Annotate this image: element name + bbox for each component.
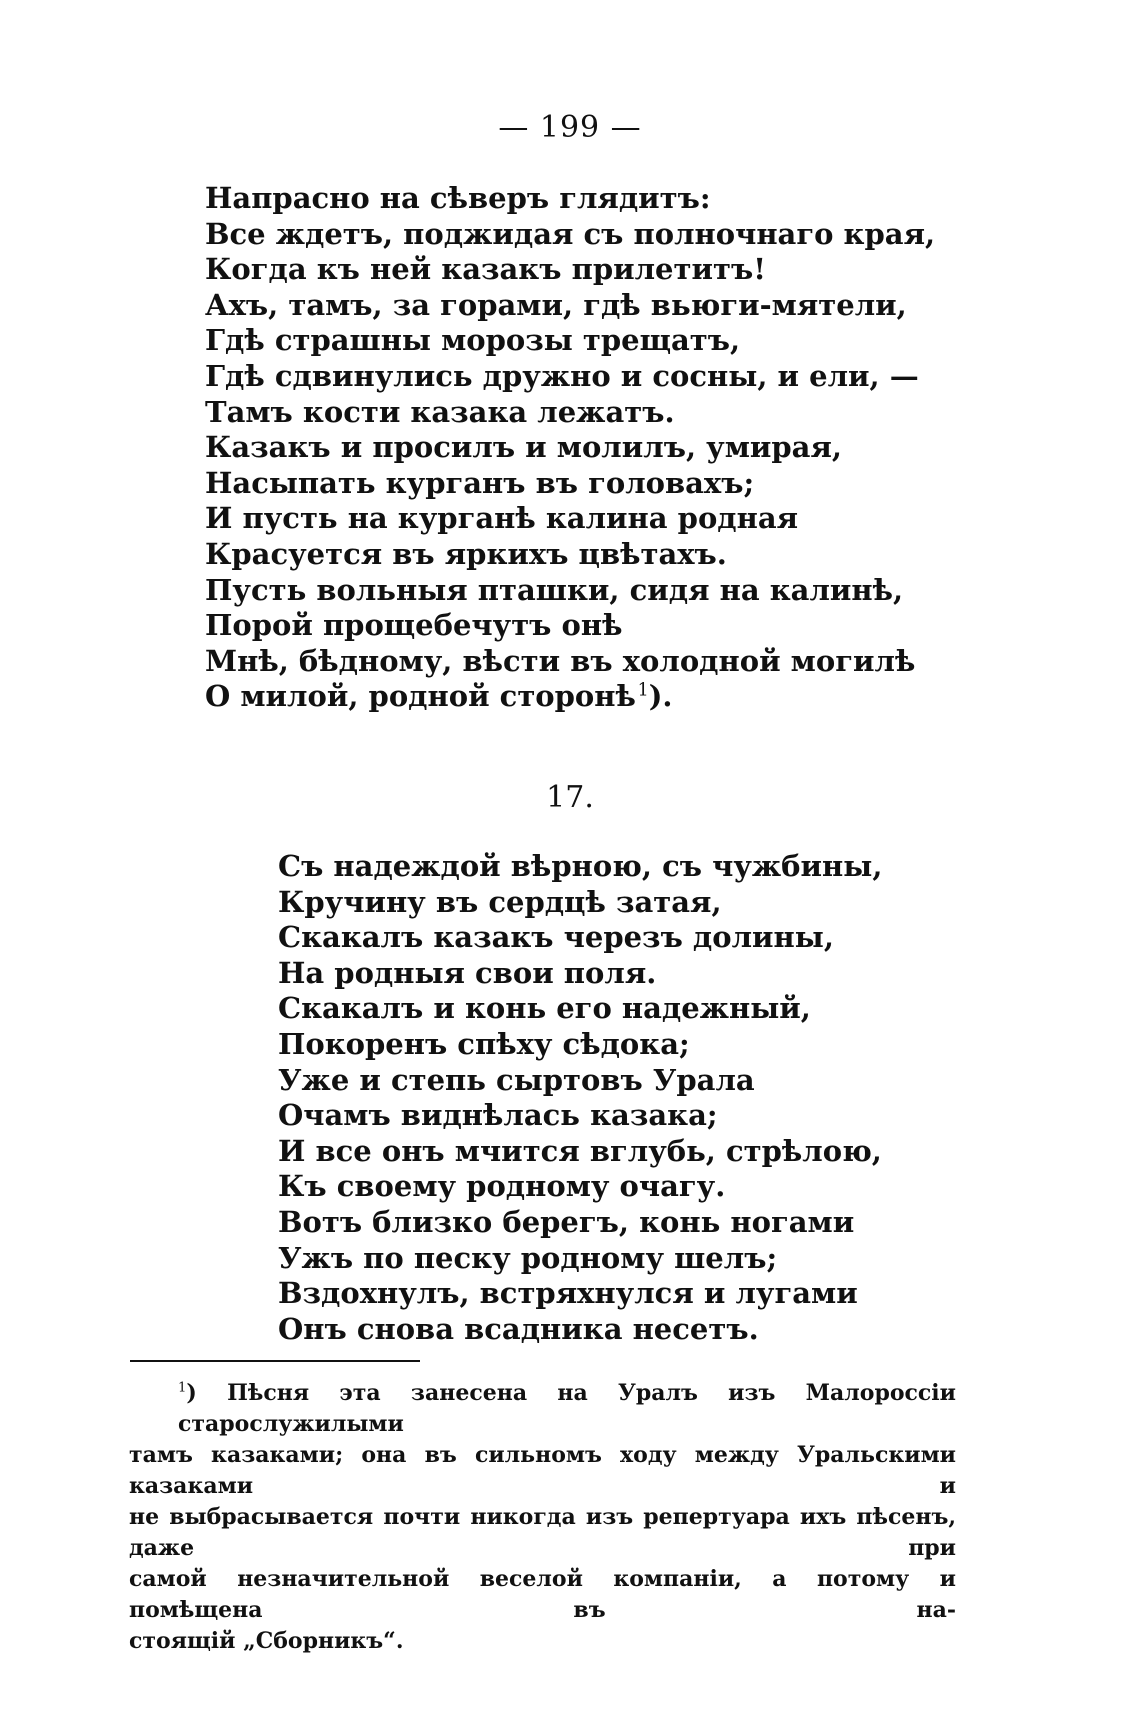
poem-line: Вздохнулъ, встряхнулся и лугами [278, 1276, 858, 1311]
footnote-line-first [178, 1378, 956, 1440]
footnote-reference: 1 [637, 680, 649, 701]
footnote-marker: 1 [178, 1380, 187, 1396]
footnote-line: тамъ казаками; она въ сильномъ ходу между Уральскими казаками и [129, 1442, 956, 1499]
footnote [129, 1378, 956, 1657]
page-number: — 199 — [498, 110, 642, 145]
poem-line: Ужъ по песку родному шелъ; [278, 1240, 778, 1275]
poem-line-last [205, 679, 935, 715]
poem-stanza-b [278, 849, 882, 1347]
poem-line: Насыпать курганъ въ головахъ; [205, 465, 755, 500]
poem-line: Тамъ кости казака лежатъ. [205, 394, 675, 429]
poem-line: Казакъ и просилъ и молилъ, умирая, [205, 430, 842, 465]
poem-stanza-a [205, 181, 935, 715]
footnote-line: стоящій „Сборникъ“. [129, 1628, 404, 1654]
poem-line: Красуется въ яркихъ цвѣтахъ. [205, 536, 727, 571]
footnote-line: самой незначительной веселой компаніи, а потому и помѣщена въ на- [129, 1566, 956, 1623]
footnote-line: не выбрасывается почти никогда изъ репертуара ихъ пѣсенъ, даже при [129, 1504, 956, 1561]
poem-line: Пусть вольныя пташки, сидя на калинѣ, [205, 572, 904, 607]
poem-line: Когда къ ней казакъ прилетитъ! [205, 252, 766, 287]
poem-line: Все ждетъ, поджидая съ полночнаго края, [205, 216, 936, 251]
footnote-text: Пѣсня эта занесена на Уралъ изъ Малороссіи старослужилыми [178, 1380, 956, 1437]
poem-line: Порой прощебечутъ онѣ [205, 608, 623, 643]
poem-line: Ахъ, тамъ, за горами, гдѣ вьюги-мятели, [205, 287, 907, 322]
poem-line: Онъ снова всадника несетъ. [278, 1311, 759, 1346]
poem-line: Мнѣ, бѣдному, вѣсти въ холодной могилѣ [205, 643, 916, 678]
section-number: 17. [546, 780, 594, 815]
poem-line-tail: ). [648, 679, 673, 714]
poem-line: Вотъ близко берегъ, конь ногами [278, 1204, 855, 1239]
poem-line: Кручину въ сердцѣ затая, [278, 884, 722, 919]
poem-line: На родныя свои поля. [278, 955, 657, 990]
poem-line: И пусть на курганѣ калина родная [205, 501, 799, 536]
footnote-rule [130, 1360, 420, 1362]
poem-line: Гдѣ страшны морозы трещатъ, [205, 323, 741, 358]
poem-line-text: О милой, родной сторонѣ [205, 679, 636, 714]
poem-line: Гдѣ сдвинулись дружно и сосны, и ели, — [205, 358, 919, 393]
footnote-marker-tail: ) [186, 1380, 197, 1406]
poem-line: Очамъ виднѣлась казака; [278, 1098, 718, 1133]
poem-line: Уже и степь сыртовъ Урала [278, 1062, 755, 1097]
poem-line: Къ своему родному очагу. [278, 1169, 726, 1204]
poem-line: Съ надеждой вѣрною, съ чужбины, [278, 849, 883, 883]
poem-line: И все онъ мчится вглубь, стрѣлою, [278, 1133, 882, 1168]
poem-line: Скакалъ казакъ черезъ долины, [278, 920, 834, 955]
poem-line: Скакалъ и конь его надежный, [278, 991, 811, 1026]
poem-line: Покоренъ спѣху сѣдока; [278, 1026, 690, 1061]
poem-line: Напрасно на сѣверъ глядитъ: [205, 181, 711, 215]
